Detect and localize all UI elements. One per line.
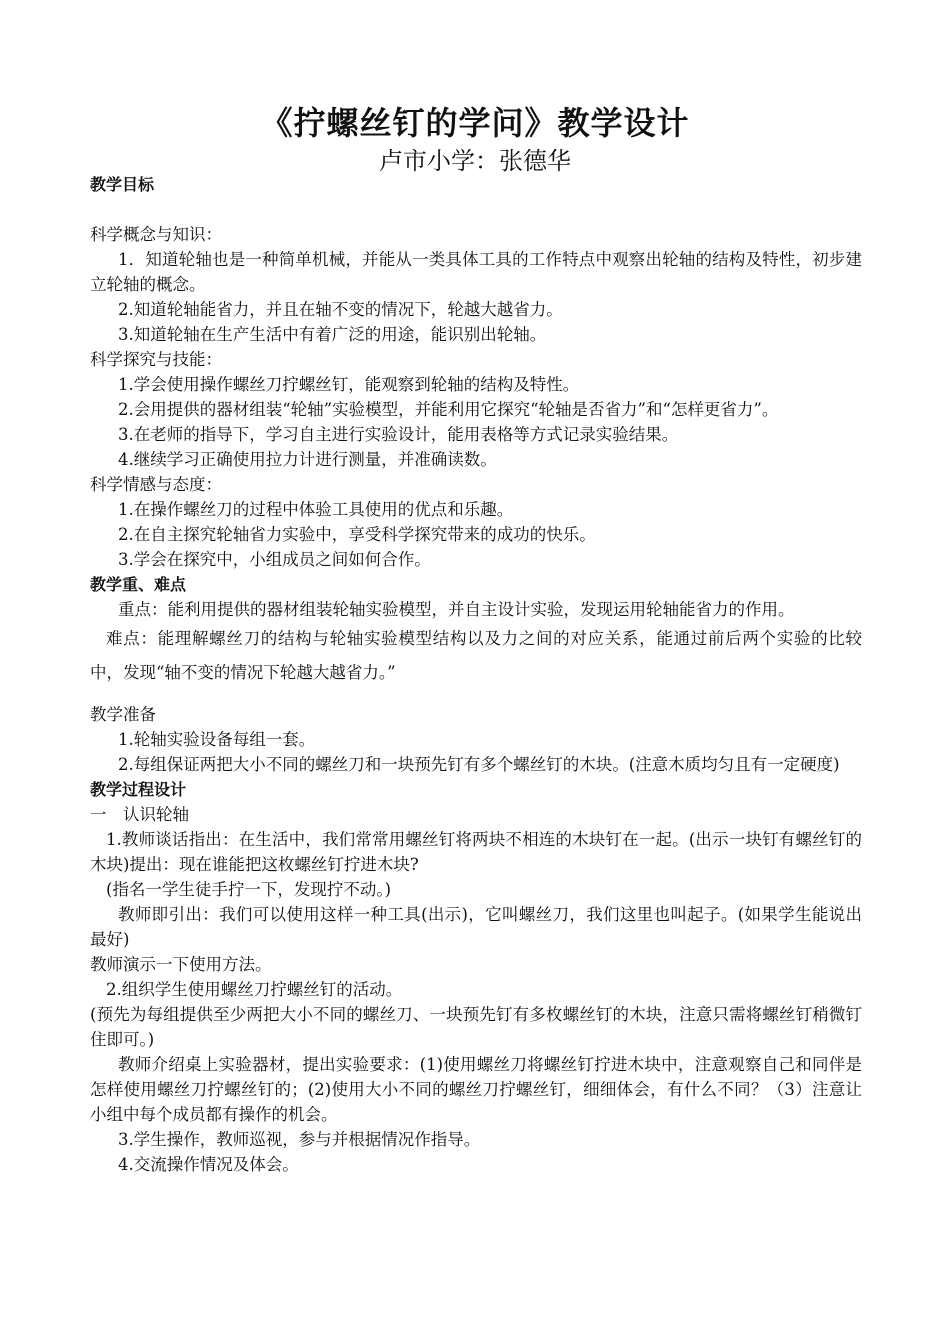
paragraph: 难点：能理解螺丝刀的结构与轮轴实验模型结构以及力之间的对应关系，能通过前后两个实验的比较中，发现“轴不变的情况下轮越大越省力。”: [90, 629, 862, 682]
paragraph: 2.每组保证两把大小不同的螺丝刀和一块预先钉有多个螺丝钉的木块。(注意木质均匀且有一定硬度): [118, 755, 840, 774]
subheading-inquiry: 科学探究与技能：: [90, 350, 222, 369]
paragraph: 3.学生操作，教师巡视，参与并根据情况作指导。: [118, 1130, 481, 1149]
paragraph: 2.在自主探究轮轴省力实验中，享受科学探究带来的成功的快乐。: [118, 525, 596, 544]
paragraph: 1.轮轴实验设备每组一套。: [118, 730, 316, 749]
section-heading-goals: 教学目标: [90, 175, 155, 194]
subheading-attitude: 科学情感与态度：: [90, 475, 222, 494]
section-heading-process: 教学过程设计: [90, 780, 187, 799]
subheading-concept: 科学概念与知识：: [90, 225, 222, 244]
paragraph: 4.交流操作情况及体会。: [118, 1155, 299, 1174]
paragraph: 3.学会在探究中，小组成员之间如何合作。: [118, 550, 431, 569]
paragraph: 教师介绍桌上实验器材，提出实验要求：(1)使用螺丝刀将螺丝钉拧进木块中，注意观察自己和同伴是怎样使用螺丝刀拧螺丝钉的；(2)使用大小不同的螺丝刀拧螺丝钉，细细体会，有什么不同？（3）注意让小组中每个成员都有操作的机会。: [90, 1055, 862, 1124]
paragraph: 2.组织学生使用螺丝刀拧螺丝钉的活动。: [106, 980, 403, 999]
section-heading-prep: 教学准备: [90, 705, 156, 724]
paragraph: 1.教师谈话指出：在生活中，我们常常用螺丝钉将两块不相连的木块钉在一起。(出示一块钉有螺丝钉的木块)提出：现在谁能把这枚螺丝钉拧进木块?: [90, 830, 862, 874]
document-body: [90, 172, 862, 1177]
paragraph: (指名一学生徒手拧一下，发现拧不动。): [106, 880, 392, 899]
document-title: 《拧螺丝钉的学问》教学设计: [260, 104, 690, 142]
paragraph: 2.知道轮轴能省力，并且在轴不变的情况下，轮越大越省力。: [118, 300, 563, 319]
subheading-part-1: 一 认识轮轴: [90, 805, 189, 824]
paragraph: 教师即引出：我们可以使用这样一种工具(出示)，它叫螺丝刀，我们这里也叫起子。(如果学生能说出最好): [90, 905, 862, 949]
paragraph: 教师演示一下使用方法。: [90, 955, 272, 974]
paragraph: 2.会用提供的器材组装“轮轴”实验模型，并能利用它探究“轮轴是否省力”和“怎样更省力”。: [118, 400, 779, 419]
paragraph: 3.在老师的指导下，学习自主进行实验设计，能用表格等方式记录实验结果。: [118, 425, 679, 444]
paragraph: 1.在操作螺丝刀的过程中体验工具使用的优点和乐趣。: [118, 500, 514, 519]
paragraph: (预先为每组提供至少两把大小不同的螺丝刀、一块预先钉有多枚螺丝钉的木块，注意只需将螺丝钉稍微钉住即可。): [90, 1005, 862, 1049]
paragraph: 1.学会使用操作螺丝刀拧螺丝钉，能观察到轮轴的结构及特性。: [118, 375, 580, 394]
paragraph: 3.知道轮轴在生产生活中有着广泛的用途，能识别出轮轴。: [118, 325, 547, 344]
paragraph: 4.继续学习正确使用拉力计进行测量，并准确读数。: [118, 450, 497, 469]
section-heading-key-points: 教学重、难点: [90, 575, 187, 594]
document-author: 卢市小学：张德华: [379, 147, 571, 175]
paragraph: 重点：能利用提供的器材组装轮轴实验模型，并自主设计实验，发现运用轮轴能省力的作用。: [118, 600, 795, 619]
paragraph: 1．知道轮轴也是一种简单机械，并能从一类具体工具的工作特点中观察出轮轴的结构及特性，初步建立轮轴的概念。: [90, 250, 862, 294]
